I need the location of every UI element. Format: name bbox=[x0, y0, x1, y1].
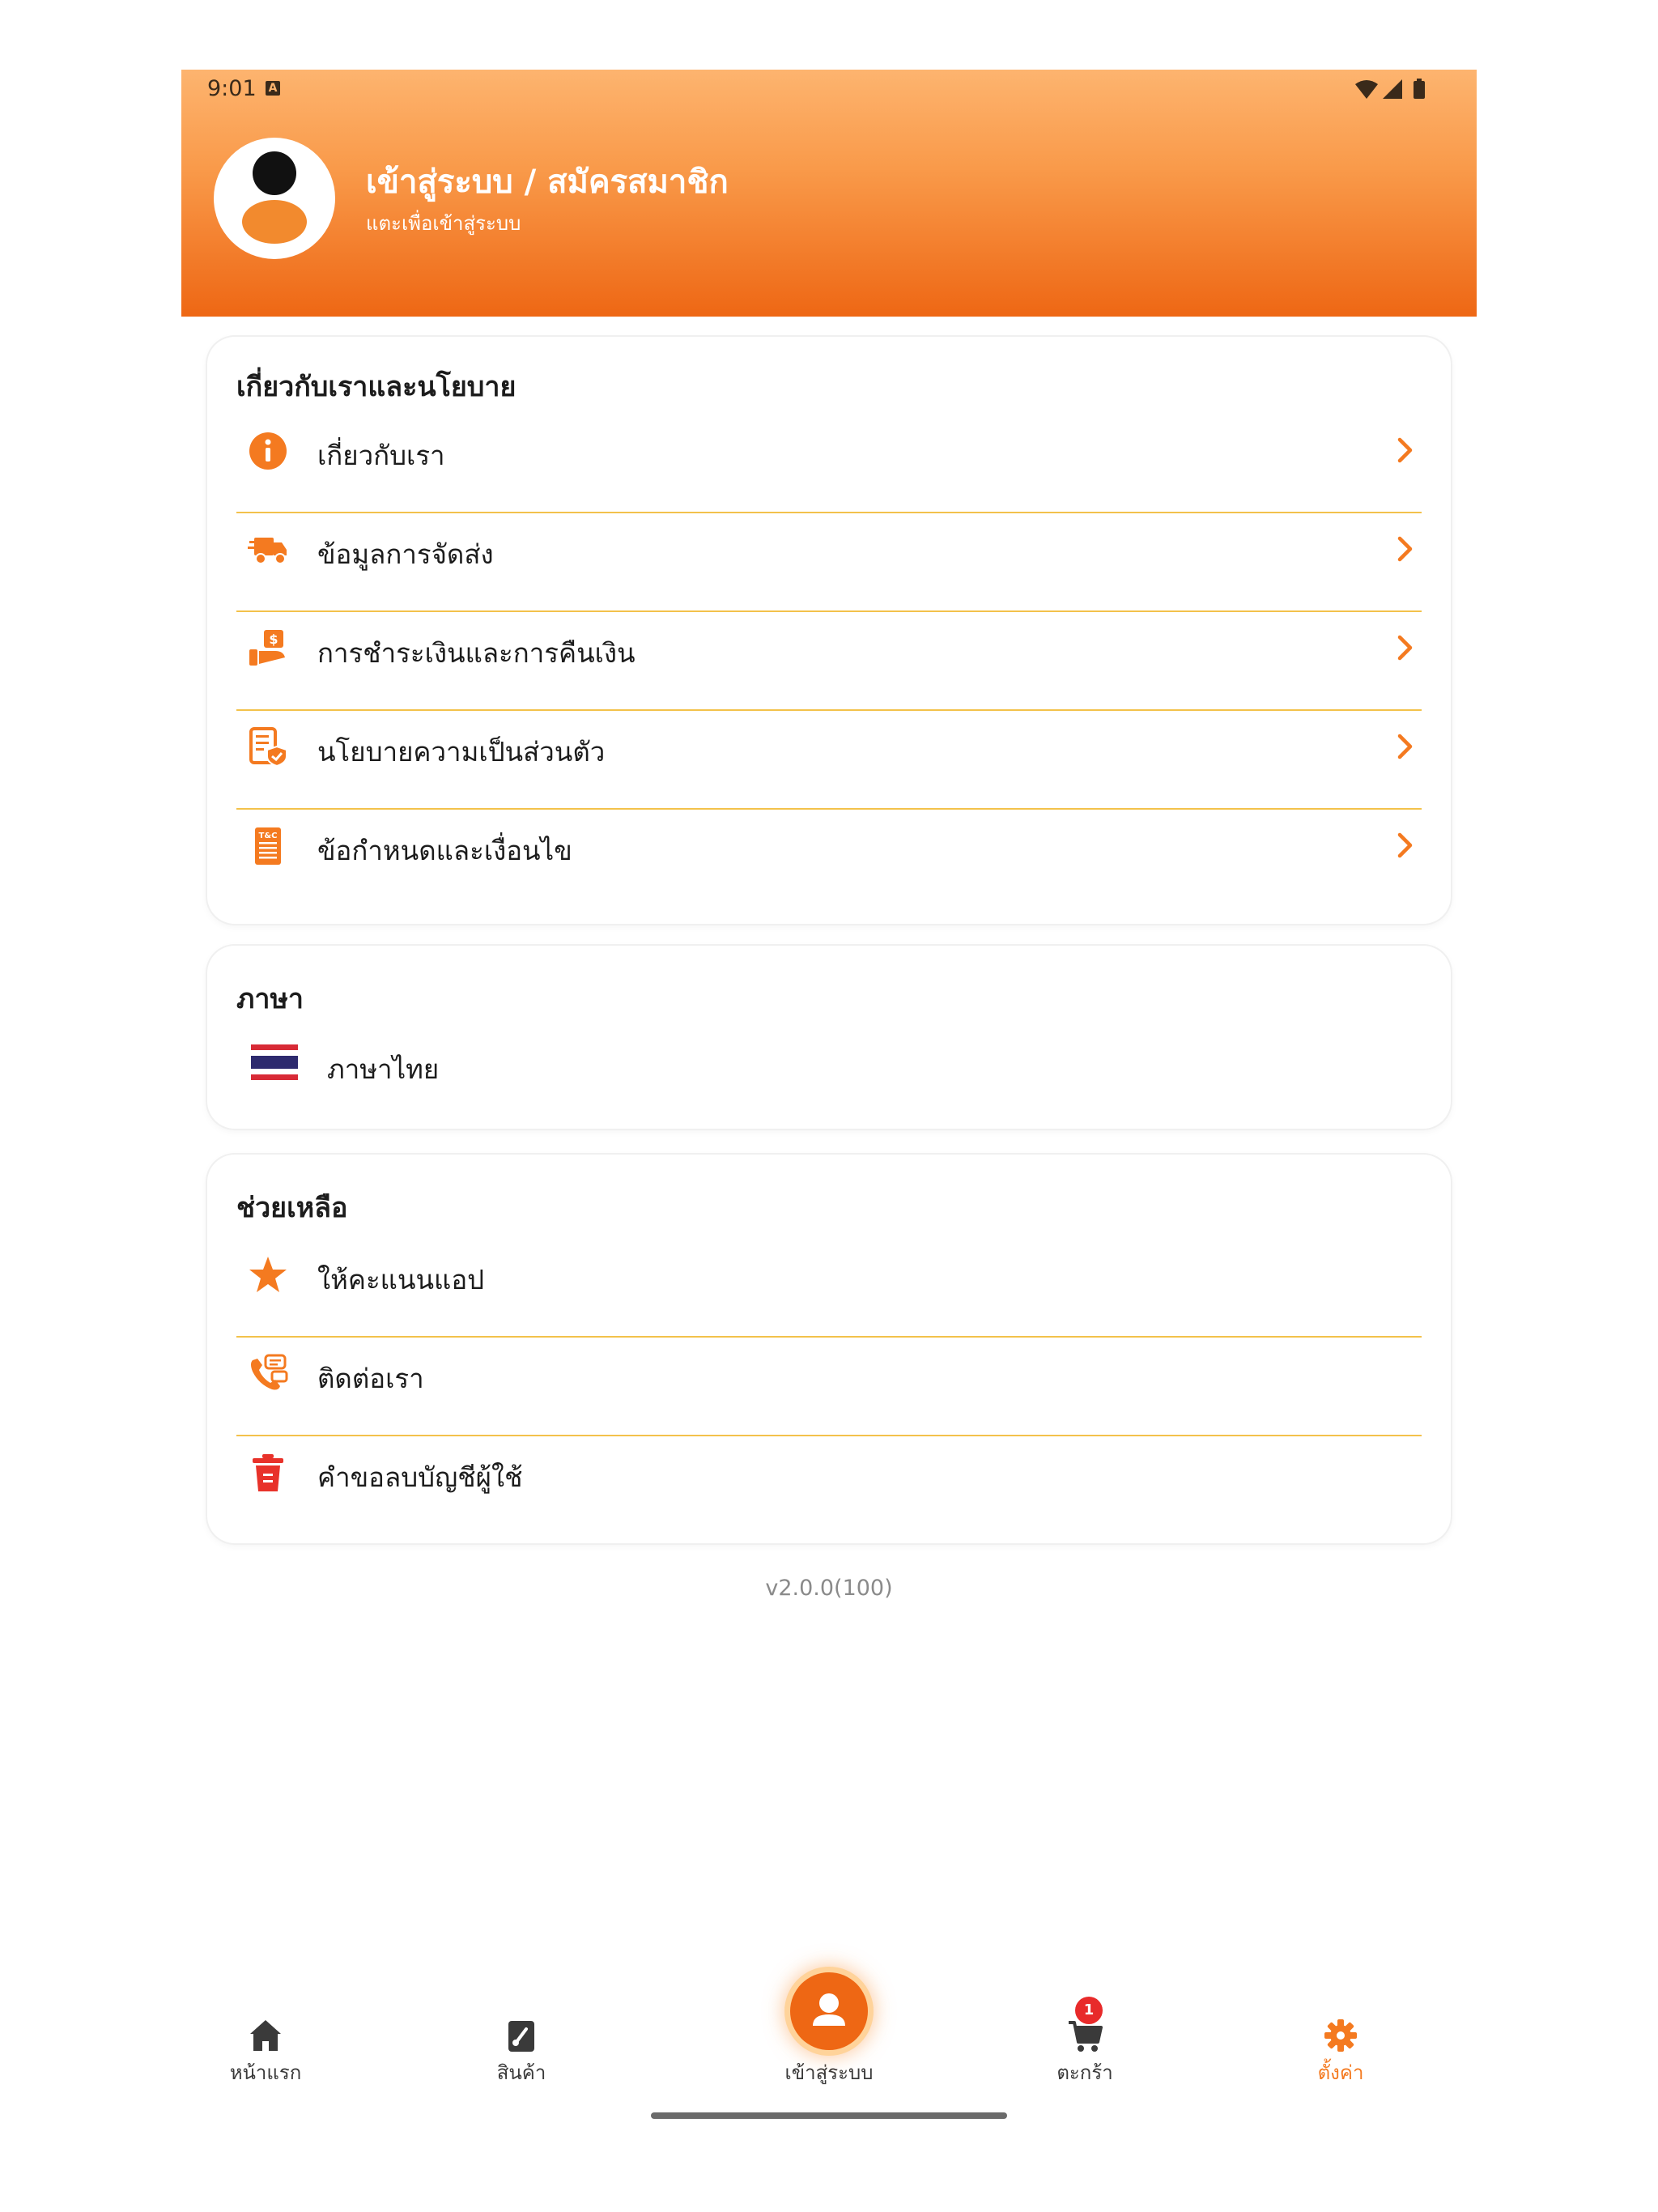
section-title-about: เกี่ยวกับเราและนโยบาย bbox=[236, 371, 517, 403]
menu-item-delete-account[interactable] bbox=[236, 1423, 1422, 1521]
terms-document-icon bbox=[248, 826, 288, 866]
delivery-truck-icon bbox=[248, 530, 288, 570]
menu-item-label: เกี่ยวกับเรา bbox=[317, 440, 445, 471]
help-card bbox=[207, 1155, 1451, 1543]
nav-label: ตะกร้า bbox=[1056, 2061, 1113, 2084]
wifi-icon bbox=[1355, 80, 1378, 99]
nav-settings[interactable] bbox=[1276, 2013, 1405, 2086]
user-icon bbox=[790, 1972, 868, 2050]
menu-item-about-us[interactable] bbox=[236, 402, 1422, 499]
avatar[interactable] bbox=[214, 138, 335, 259]
gear-icon bbox=[1323, 2018, 1358, 2053]
chevron-right-icon bbox=[1394, 534, 1417, 564]
user-avatar-icon bbox=[214, 138, 335, 259]
section-title-help: ช่วยเหลือ bbox=[236, 1192, 348, 1224]
app-screen bbox=[181, 70, 1477, 2142]
chevron-right-icon bbox=[1394, 436, 1417, 465]
star-icon bbox=[248, 1255, 288, 1295]
about-policy-card bbox=[207, 337, 1451, 924]
language-label: ภาษาไทย bbox=[327, 1053, 440, 1085]
privacy-shield-document-icon bbox=[248, 727, 288, 768]
thai-flag-icon bbox=[251, 1044, 298, 1080]
product-box-icon bbox=[504, 2018, 539, 2053]
menu-item-label: ข้อกำหนดและเงื่อนไข bbox=[317, 835, 572, 866]
home-indicator[interactable] bbox=[651, 2112, 1007, 2119]
svg-text:T&C: T&C bbox=[258, 832, 278, 840]
nav-label: เข้าสู่ระบบ bbox=[784, 2061, 874, 2084]
login-title[interactable]: เข้าสู่ระบบ / สมัครสมาชิก bbox=[366, 164, 729, 201]
profile-header[interactable] bbox=[181, 70, 1477, 317]
trash-icon bbox=[248, 1453, 288, 1493]
nav-home[interactable] bbox=[201, 2013, 330, 2086]
login-subtitle: แตะเพื่อเข้าสู่ระบบ bbox=[366, 212, 521, 235]
menu-item-terms[interactable] bbox=[236, 797, 1422, 894]
nav-label: หน้าแรก bbox=[229, 2061, 302, 2084]
chevron-right-icon bbox=[1394, 732, 1417, 761]
nav-products[interactable] bbox=[457, 2013, 586, 2086]
chevron-right-icon bbox=[1394, 633, 1417, 662]
status-icons bbox=[1354, 78, 1435, 102]
menu-item-label: ให้คะแนนแอป bbox=[317, 1264, 485, 1295]
notification-a-icon: A bbox=[266, 81, 280, 96]
section-title-language: ภาษา bbox=[236, 983, 304, 1015]
nav-label: ตั้งค่า bbox=[1317, 2061, 1364, 2084]
menu-item-label: ติดต่อเรา bbox=[317, 1363, 424, 1394]
chevron-right-icon bbox=[1394, 831, 1417, 860]
app-version: v2.0.0(100) bbox=[765, 1576, 893, 1601]
menu-item-shipping[interactable] bbox=[236, 500, 1422, 598]
menu-item-contact-us[interactable] bbox=[236, 1325, 1422, 1422]
menu-item-label: ข้อมูลการจัดส่ง bbox=[317, 538, 494, 570]
cart-count-badge: 1 bbox=[1075, 1997, 1103, 2024]
payment-hand-icon bbox=[248, 628, 288, 669]
home-icon bbox=[248, 2018, 283, 2053]
menu-item-label: นโยบายความเป็นส่วนตัว bbox=[317, 736, 606, 768]
menu-item-privacy-policy[interactable] bbox=[236, 698, 1422, 795]
signal-icon bbox=[1383, 79, 1402, 99]
contact-phone-chat-icon bbox=[248, 1354, 288, 1394]
language-card bbox=[207, 946, 1451, 1129]
menu-item-payment-refund[interactable] bbox=[236, 599, 1422, 696]
svg-text:$: $ bbox=[269, 632, 278, 647]
language-option-thai[interactable] bbox=[236, 1015, 1422, 1112]
menu-item-label: การชำระเงินและการคืนเงิน bbox=[317, 637, 636, 669]
login-center-button[interactable] bbox=[790, 1972, 868, 2050]
menu-item-label: คำขอลบบัญชีผู้ใช้ bbox=[317, 1461, 523, 1493]
nav-cart[interactable] bbox=[1020, 2001, 1150, 2086]
menu-item-rate-app[interactable] bbox=[236, 1226, 1422, 1323]
info-icon bbox=[248, 431, 288, 471]
status-time: 9:01 bbox=[207, 76, 257, 101]
nav-label: สินค้า bbox=[496, 2061, 546, 2084]
battery-icon bbox=[1414, 81, 1425, 99]
status-bar bbox=[181, 70, 1477, 110]
